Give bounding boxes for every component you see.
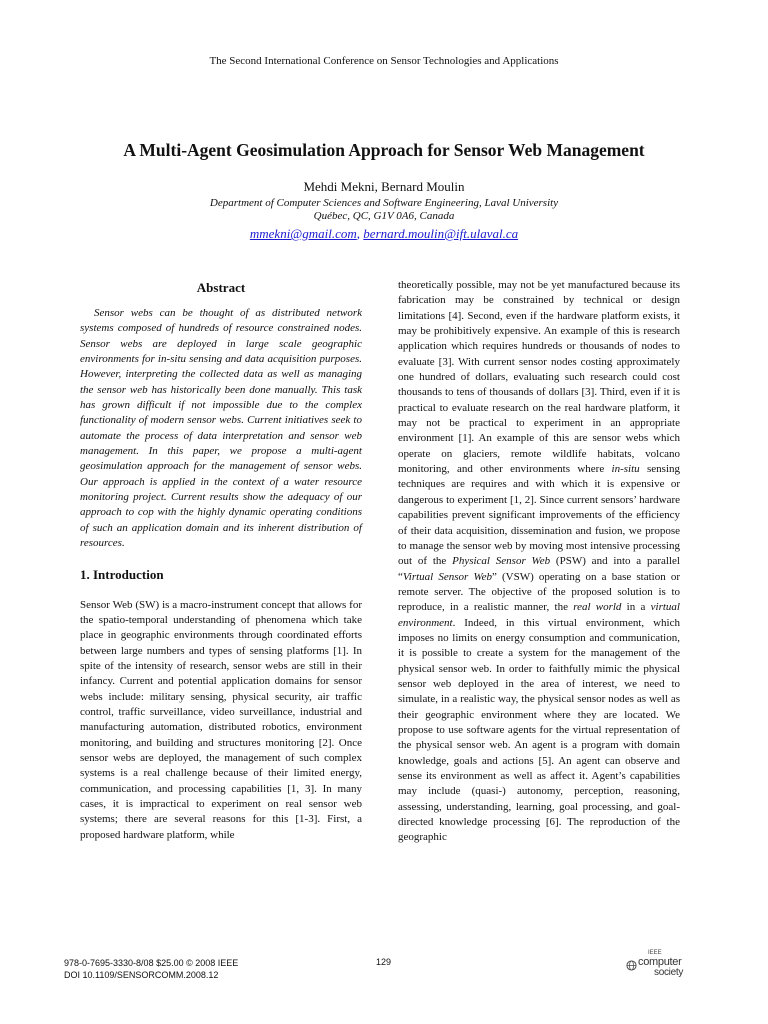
globe-icon [626,960,637,971]
authors: Mehdi Mekni, Bernard Moulin [303,179,465,194]
emails [0,226,768,242]
page-number: 129 [376,957,392,967]
affiliation-line1: Department of Computer Sciences and Software Engineering, Laval University [209,197,559,209]
abstract-heading: Abstract [196,280,246,295]
paper-title: A Multi-Agent Geosimulation Approach for Sensor Web Management [123,140,645,160]
footer-doi: DOI 10.1109/SENSORCOMM.2008.12 [64,970,219,980]
email-link-2[interactable]: bernard.moulin@ift.ulaval.ca [363,226,519,241]
right-column-text [398,278,680,846]
text-segment: in a [621,601,651,614]
right-column [398,278,680,846]
abstract-text: Sensor webs can be thought of as distributed network systems composed of hundreds of resource constrained nodes. Sensor webs are deployed in large scale geographic environments for in-situ sensing and data acquisition purposes. However, interpreting the collected data as well as managing the sensor web has historically been done manually. This task has grown difficult if not impossible due to the complex functionality of modern sensor webs. Current initiatives seek to automate the process of data interpretation and sensor web management. In this paper, we propose a multi-agent geosimulation approach for the management of sensor webs. Our approach is applied in the context of a water resource monitoring project. Current results show the adequacy of our approach to cop with the highly dynamic operating conditions of such an application domain and its inherent distribution of resources. [80,307,362,550]
text-italic-psw: Physical Sensor Web [452,555,551,568]
text-segment: theoretically possible, may not be yet manufactured because its fabrication may be constrained by technical or design limitations [4]. Second, even if the hardware platform exists, it may be prohibitively expensive. An example of this is research application which requires hundreds or thousands of nodes to evaluate [3]. With current sensor nodes costing approximately one hundred of dollars, evaluating such research could cost thousands to tens of thousands of dollars [3]. Third, even if it is practical to evaluate research on the real hardware platform, it may not be practical to experiment in an appropriate environment [1]. An example of this are sensor webs which operate on glaciers, remote wildlife habitats, volcano monitoring, and other environments where [398,279,680,476]
text-segment: ” (VSW) operating on a base station or remote server. The objective of the proposed solution is to reproduce, in a realistic manner, the [398,570,680,614]
logo-ieee-text: IEEE [648,950,662,956]
footer-isbn: 978-0-7695-3330-8/08 $25.00 © 2008 IEEE [64,958,239,968]
introduction-heading: 1. Introduction [80,566,164,582]
footer-publication-info [64,957,238,981]
conference-header: The Second International Conference on Sensor Technologies and Applications [209,55,559,67]
text-segment: (PSW) and into a parallel “ [398,555,680,583]
email-separator: , [356,226,364,241]
text-segment: . Indeed, in this virtual environment, which imposes no limits on energy consumption and communication, it is possible to create a system for the management of the physical sensor web. In order to faithfully mimic the physical sensor web deployed in the area of interest, we need to simulate, in a realistic way, the physical sensor nodes as well as their geographic environment where they are located. We propose to use software agents for the virtual representation of the physical sensor web. An agent is a program with domain knowledge, goals and actions [5]. An agent can observe and sense its environment as well as affect it. Agent’s capabilities may include (quasi-) autonomy, perception, reasoning, assessing, understanding, learning, goal processing, and goal-directed knowledge processing [6]. The reproduction of the geographic [398,616,680,844]
text-italic-vsw: Virtual Sensor Web [402,570,492,583]
text-italic-virtual-env: virtual environment [398,601,680,629]
logo-society-text: society [654,967,684,978]
logo-computer-text: computer [638,956,682,968]
affiliation-line2: Québec, QC, G1V 0A6, Canada [313,210,455,222]
left-column [80,280,362,843]
text-italic-real-world: real world [573,601,622,614]
text-segment: sensing techniques are requires and with which it is expensive or dangerous to experiment [1, 2]. Since current sensors’ hardware capabilities prevent significant improvements of the efficiency of their data acquisition, dissemination and fusion, we propose to manage the sensor web by moving most intensive processing out of the [398,463,681,568]
affiliation [0,197,768,223]
ieee-computer-society-logo [626,950,706,982]
introduction-text: Sensor Web (SW) is a macro-instrument concept that allows for the spatio-temporal understanding of phenomena which take place in geographic environments through coordinated efforts between large numbers and types of sensing platforms [1]. In spite of the intensity of research, sensor webs are still in their infancy. Current and potential application domains for sensor webs include: military sensing, physical security, air traffic control, traffic surveillance, video surveillance, industrial and manufacturing automation, distributed robotics, environment monitoring, and building and structures monitoring [2]. Once sensor webs are deployed, the management of such complex systems is a real challenge because of their limited energy, communication, and processing capabilities [1, 3]. In many cases, it is impractical to experiment on real sensor web systems; there are several reasons for this [1-3]. First, a proposed hardware platform, while [80,598,362,841]
email-link-1[interactable]: mmekni@gmail.com [249,226,357,241]
text-italic-in-situ: in-situ [611,463,640,476]
